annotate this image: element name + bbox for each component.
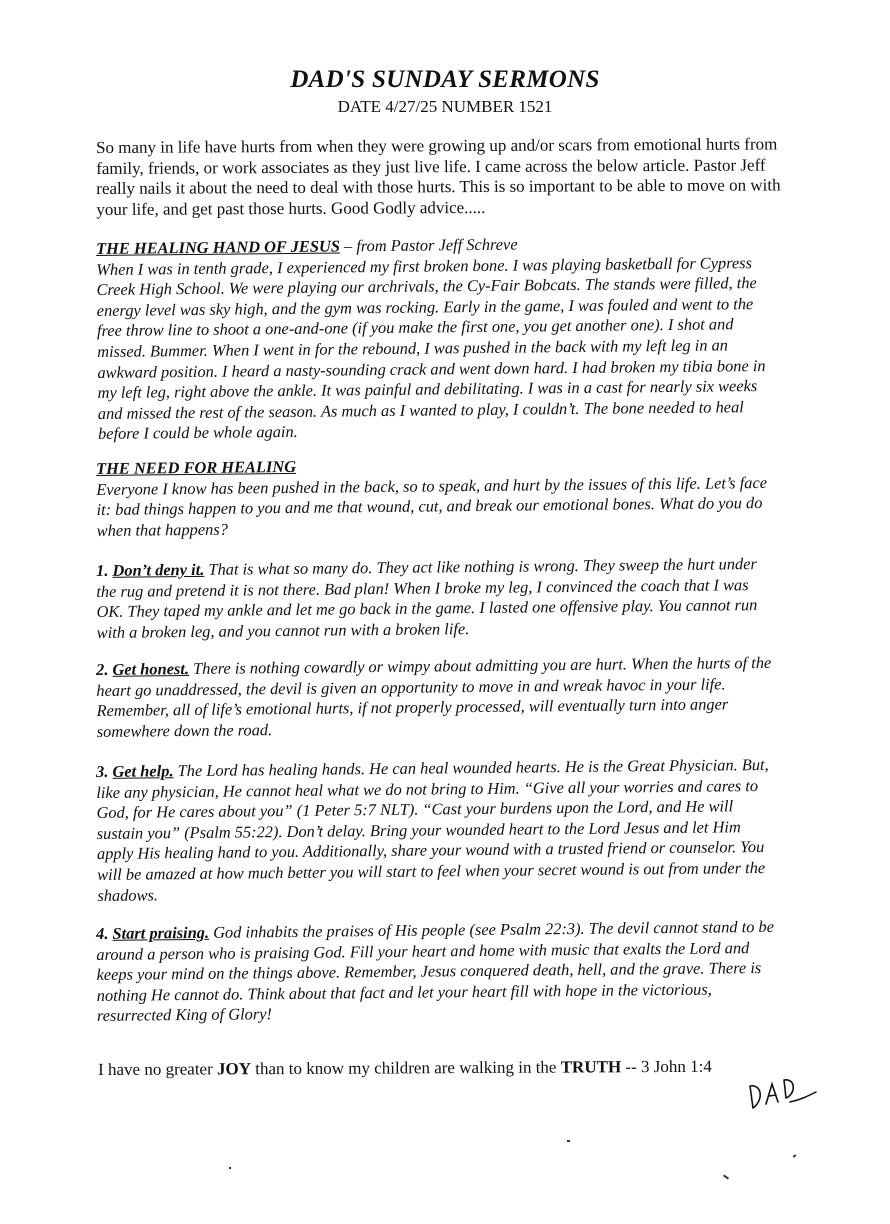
healing-hand-section	[96, 232, 778, 445]
closing-part-2: than to know my children are walking in the	[250, 1057, 561, 1079]
article-source: – from Pastor Jeff Schreve	[339, 234, 518, 256]
scan-speck	[793, 1154, 797, 1157]
scan-speck	[229, 1167, 231, 1169]
scan-speck	[567, 1140, 570, 1142]
closing-verse	[98, 1056, 778, 1080]
closing-joy: JOY	[216, 1059, 252, 1079]
need-for-healing-body: Everyone I know has been pushed in the back, so to speak, and hurt by the issues of this life. Let’s face it: bad things happen to you and me that wound, cut, and break our emotional bones. What do you do when that happens?	[96, 472, 768, 540]
point-1-text: That is what so many do. They act like nothing is wrong. They sweep the hurt under the rug and pretend it is not there. Bad plan! When I broke my leg, I convinced the coach that I was OK. They taped my ankle and let me go back in the game. I lasted one offensive play. You cannot run with a broken leg, and you cannot run with a broken life.	[96, 554, 758, 642]
document-title: DAD'S SUNDAY SERMONS	[290, 66, 600, 93]
point-2-number: 2.	[96, 659, 113, 679]
point-2-label: Get honest.	[112, 659, 190, 679]
point-1-number: 1.	[96, 560, 113, 580]
healing-hand-heading: THE HEALING HAND OF JESUS	[96, 236, 340, 258]
point-4-label: Start praising.	[112, 922, 210, 943]
point-3-text: The Lord has healing hands. He can heal wounded hearts. He is the Great Physician. But, like any physician, He cannot heal what we do not bring to Him. “Give all your worries and cares to God, for He cares about you” (1 Peter 5:7 NLT). “Cast your burdens upon the Lord, and He will sustain you” (Psalm 55:22). Don’t delay. Bring your wounded heart to the Lord Jesus and let Him apply His healing hand to you. Additionally, share your wound with a trusted friend or counselor. You will be amazed at how much better you will start to feel when your secret wound is out from under the shadows.	[96, 754, 769, 905]
point-4	[96, 917, 777, 1027]
need-for-healing-section	[96, 452, 777, 541]
need-for-healing-heading: THE NEED FOR HEALING	[96, 456, 297, 478]
document-subtitle: DATE 4/27/25 NUMBER 1521	[337, 97, 553, 116]
point-4-text: God inhabits the praises of His people (see Psalm 22:3). The devil cannot stand to be around a person who is praising God. Fill your heart and home with music that exalts the Lord and keeps your mind on the things above. Remember, Jesus conquered death, hell, and the grave. There is nothing He cannot do. Think about that fact and let your heart fill with hope in the victorious, resurrected King of Glory!	[96, 916, 775, 1026]
healing-hand-body: When I was in tenth grade, I experienced my first broken bone. I was playing basketball for Cypress Creek High School. We were playing our archrivals, the Cy-Fair Bobcats. The stands were filled, the energy level was sky high, and the gym was rocking. Early in the game, I was fouled and went to the free throw line to shoot a one-and-one (if you make the first one, you get another one). I shot and missed. Bummer. When I went in for the rebound, I was pushed in the back with my left leg in an awkward position. I heard a nasty-sounding crack and went down hard. I had broken my tibia bone in my left leg, right above the ankle. It was painful and debilitating. I was in a cast for nearly six weeks and missed the rest of the season. As much as I wanted to play, I couldn’t. The bone needed to heal before I could be whole again.	[96, 252, 766, 444]
point-4-number: 4.	[96, 923, 113, 943]
closing-part-3: -- 3 John 1:4	[621, 1056, 712, 1077]
scan-speck	[723, 1174, 729, 1179]
point-3-number: 3.	[96, 761, 113, 781]
point-2	[96, 653, 777, 742]
point-1-label: Don’t deny it.	[112, 559, 205, 580]
intro-paragraph: So many in life have hurts from when they were growing up and/or scars from emotional hurts from family, friends, or work associates as they just live life. I came across the below article. Pastor Jeff really nails it about the need to deal with those hurts. This is so important to be able to move on with your life, and get past those hurts. Good Godly advice.....	[96, 134, 781, 219]
handwritten-signature	[744, 1068, 820, 1116]
closing-part-1: I have no greater	[98, 1059, 218, 1079]
closing-truth: TRUTH	[560, 1057, 622, 1077]
point-2-text: There is nothing cowardly or wimpy about admitting you are hurt. When the hurts of the heart go unaddressed, the devil is given an opportunity to move in and wreak havoc in your life. Remember, all of life’s emotional hurts, if not properly processed, will eventually turn into anger somewhere down the road.	[96, 652, 772, 741]
point-1	[96, 554, 777, 643]
point-3-label: Get help.	[112, 761, 174, 781]
point-3	[96, 755, 777, 906]
